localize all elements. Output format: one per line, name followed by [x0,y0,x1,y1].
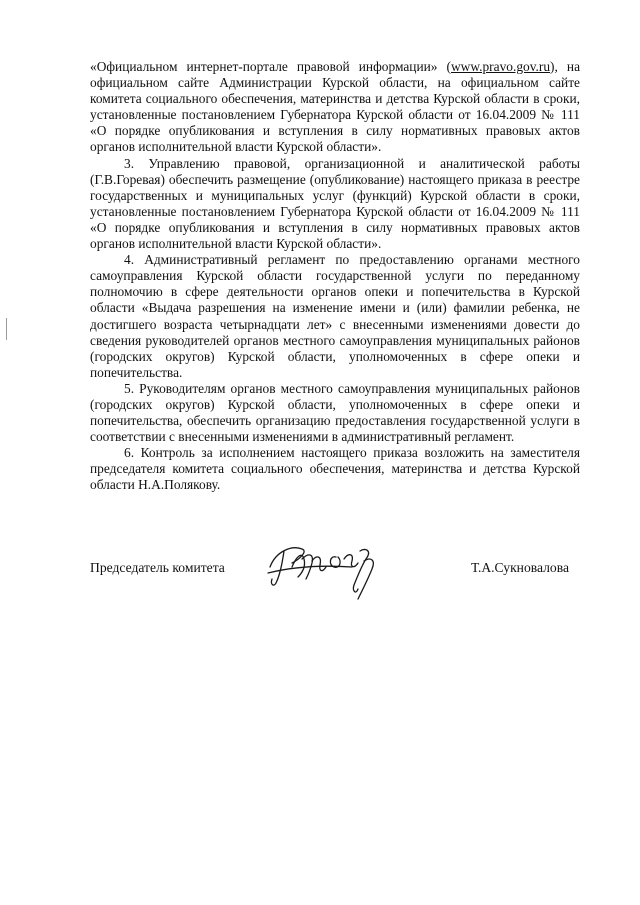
signatory-name: Т.А.Сукновалова [471,560,570,575]
handwritten-signature [262,537,392,603]
pravo-gov-link[interactable]: www.pravo.gov.ru [451,59,551,74]
paragraph-6: 6. Контроль за исполнением настоящего приказа возложить на заместителя председателя комитета социального обеспечения, материнства и детства Курской области Н.А.Полякову. [90,445,580,493]
scan-margin-mark [6,318,10,340]
paragraph-5: 5. Руководителям органов местного самоуправления муниципальных районов (городских округов) Курской области, уполномоченных в сфере опеки и попечительства, обеспечить организацию предоставления государственной услуги в соответствии с внесенными изменениями в административный регламент. [90,380,580,445]
signatory-position: Председатель комитета [90,560,225,575]
paragraph-3: 3. Управлению правовой, организационной и аналитической работы (Г.В.Горевая) обеспечить размещение (опубликование) настоящего приказа в реестре государственных и муниципальных услуг (функций) Курской области в сроки, установленные постановлением Губернатора Курской области от 16.04.2009 № 111 «О порядке опубликования и вступления в силу нормативных правовых актов органов исполнительной власти Курской области». [90,155,580,252]
paragraph-4: 4. Административный регламент по предоставлению органами местного самоуправления Курской области государственной услуги по переданному полномочию в сфере деятельности органов опеки и попечительства в Курской области «Выдача разрешения на изменение имени и (или) фамилии ребенка, не достигшего возраста четырнадцати лет» с внесенными изменениями довести до сведения руководителей органов местного самоуправления муниципальных районов (городских округов) Курской области, уполномоченных в сфере опеки и попечительства. [90,252,580,380]
paragraph-2-text-start: «Официальном интернет-портале правовой информации» ( [90,59,451,74]
paragraph-2-text-end: ), на официальном сайте Администрации Курской области, на официальном сайте комитета социального обеспечения, материнства и детства Курской области в сроки, установленные постановлением Губернатора Курской области от 16.04.2009 № 111 «О порядке опубликования и вступления в силу нормативных правовых актов органов исполнительной власти Курской области». [90,59,581,155]
paragraph-2-continuation [90,59,580,156]
document-body [90,59,580,494]
